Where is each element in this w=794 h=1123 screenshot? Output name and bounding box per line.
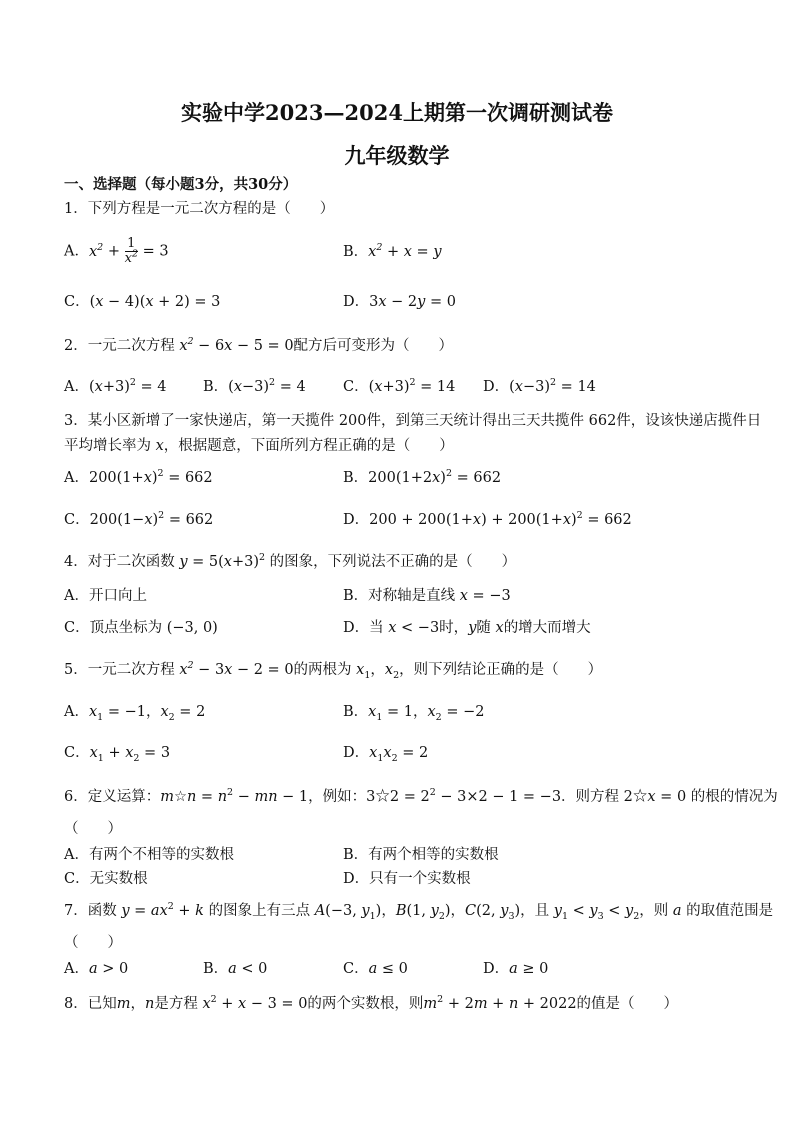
question-1-option-b: B．$x^2 + x = y$ — [343, 242, 442, 260]
question-3-option-a: A．$200(1+x)^2 = 662$ — [64, 468, 213, 486]
question-2-stem: 2．一元二次方程 $x^2 - 6x - 5 = 0$配方后可变形为（ ） — [64, 336, 454, 354]
question-6-option-b: B．有两个相等的实数根 — [343, 847, 499, 863]
question-3-option-c: C．$200(1-x)^2 = 662$ — [64, 510, 214, 528]
question-7-option-c: C．a ≤ 0 — [343, 961, 408, 977]
question-1-option-c: C．(x − 4)(x + 2) = 3 — [64, 294, 221, 310]
question-2-option-b: B．$(x-3)^2 = 4$ — [203, 377, 306, 395]
page-subtitle: 九年级数学 — [344, 143, 450, 168]
question-3-option-b: B．$200(1+2x)^2 = 662$ — [343, 468, 502, 486]
question-5-stem: 5．一元二次方程 $x^2 - 3x - 2 = 0$的两根为 $x_1$，$x_2$，则下列结论正确的是（ ） — [64, 660, 603, 681]
question-4-option-d: D．当 x < −3时，y随 x的增大而增大 — [343, 620, 591, 636]
question-5-option-d: D．$x_1x_2 = 2$ — [343, 745, 429, 764]
question-7-option-b: B．a < 0 — [203, 961, 268, 977]
question-2-option-a: A．$(x+3)^2 = 4$ — [64, 377, 167, 395]
question-5-option-a: A．$x_1 = -1$，$x_2 = 2$ — [64, 704, 206, 723]
question-7-stem-line2: （ ） — [64, 935, 122, 951]
question-7-stem-line1: 7．函数 $y = ax^2 + k$ 的图象上有三点 A(−3, $y_1$)，B(1, $y_2$)，C(2, $y_3$)，且 $y_1 < y_3 < y_2$，则 a 的取值范围是 — [64, 901, 774, 922]
question-6-option-c: C．无实数根 — [64, 871, 148, 887]
question-7-option-a: A．a > 0 — [64, 961, 129, 977]
question-3-stem-line1: 3．某小区新增了一家快递店，第一天揽件 200件，到第三天统计得出三天共揽件 662件，设该快递店揽件日 — [64, 413, 762, 429]
question-6-option-d: D．只有一个实数根 — [343, 871, 471, 887]
question-1-option-d: D．3x − 2y = 0 — [343, 294, 456, 310]
question-6-stem-line2: （ ） — [64, 821, 122, 837]
page-title: 实验中学2023—2024上期第一次调研测试卷 — [181, 100, 613, 125]
question-5-option-b: B．$x_1 = 1$，$x_2 = -2$ — [343, 704, 485, 723]
question-3-stem-line2: 平均增长率为 x，根据题意，下面所列方程正确的是（ ） — [64, 438, 454, 454]
question-1-option-a: A．$x^2$ + $\frac{1}{x^2}$ = 3 — [64, 236, 169, 266]
question-4-stem: 4．对于二次函数 $y = 5(x+3)^2$ 的图象，下列说法不正确的是（ ） — [64, 552, 517, 570]
question-1-stem: 1．下列方程是一元二次方程的是（ ） — [64, 201, 335, 217]
question-7-option-d: D．a ≥ 0 — [483, 961, 549, 977]
section-heading: 一、选择题（每小题3分，共30分） — [64, 176, 298, 193]
question-4-option-b: B．对称轴是直线 x = −3 — [343, 588, 511, 604]
question-6-option-a: A．有两个不相等的实数根 — [64, 847, 234, 863]
question-3-option-d: D．$200 + 200(1+x) + 200(1+x)^2 = 662$ — [343, 510, 632, 528]
question-5-option-c: C．$x_1 + x_2 = 3$ — [64, 745, 171, 764]
question-6-stem-line1: 6．定义运算：m☆n = $n^2$ − mn − 1，例如：3☆2 = $2^2 - 3\times 2 - 1 = -3$．则方程 2☆x = 0 的根的情况为 — [64, 787, 778, 805]
question-2-option-c: C．$(x+3)^2 = 14$ — [343, 377, 456, 395]
question-4-option-c: C．顶点坐标为 (−3, 0) — [64, 620, 218, 636]
question-8-stem: 8．已知m，n是方程 $x^2 + x - 3 = 0$的两个实数根，则$m^2 + 2m + n + 2022$的值是（ ） — [64, 994, 679, 1012]
question-4-option-a: A．开口向上 — [64, 588, 147, 604]
question-2-option-d: D．$(x-3)^2 = 14$ — [483, 377, 596, 395]
